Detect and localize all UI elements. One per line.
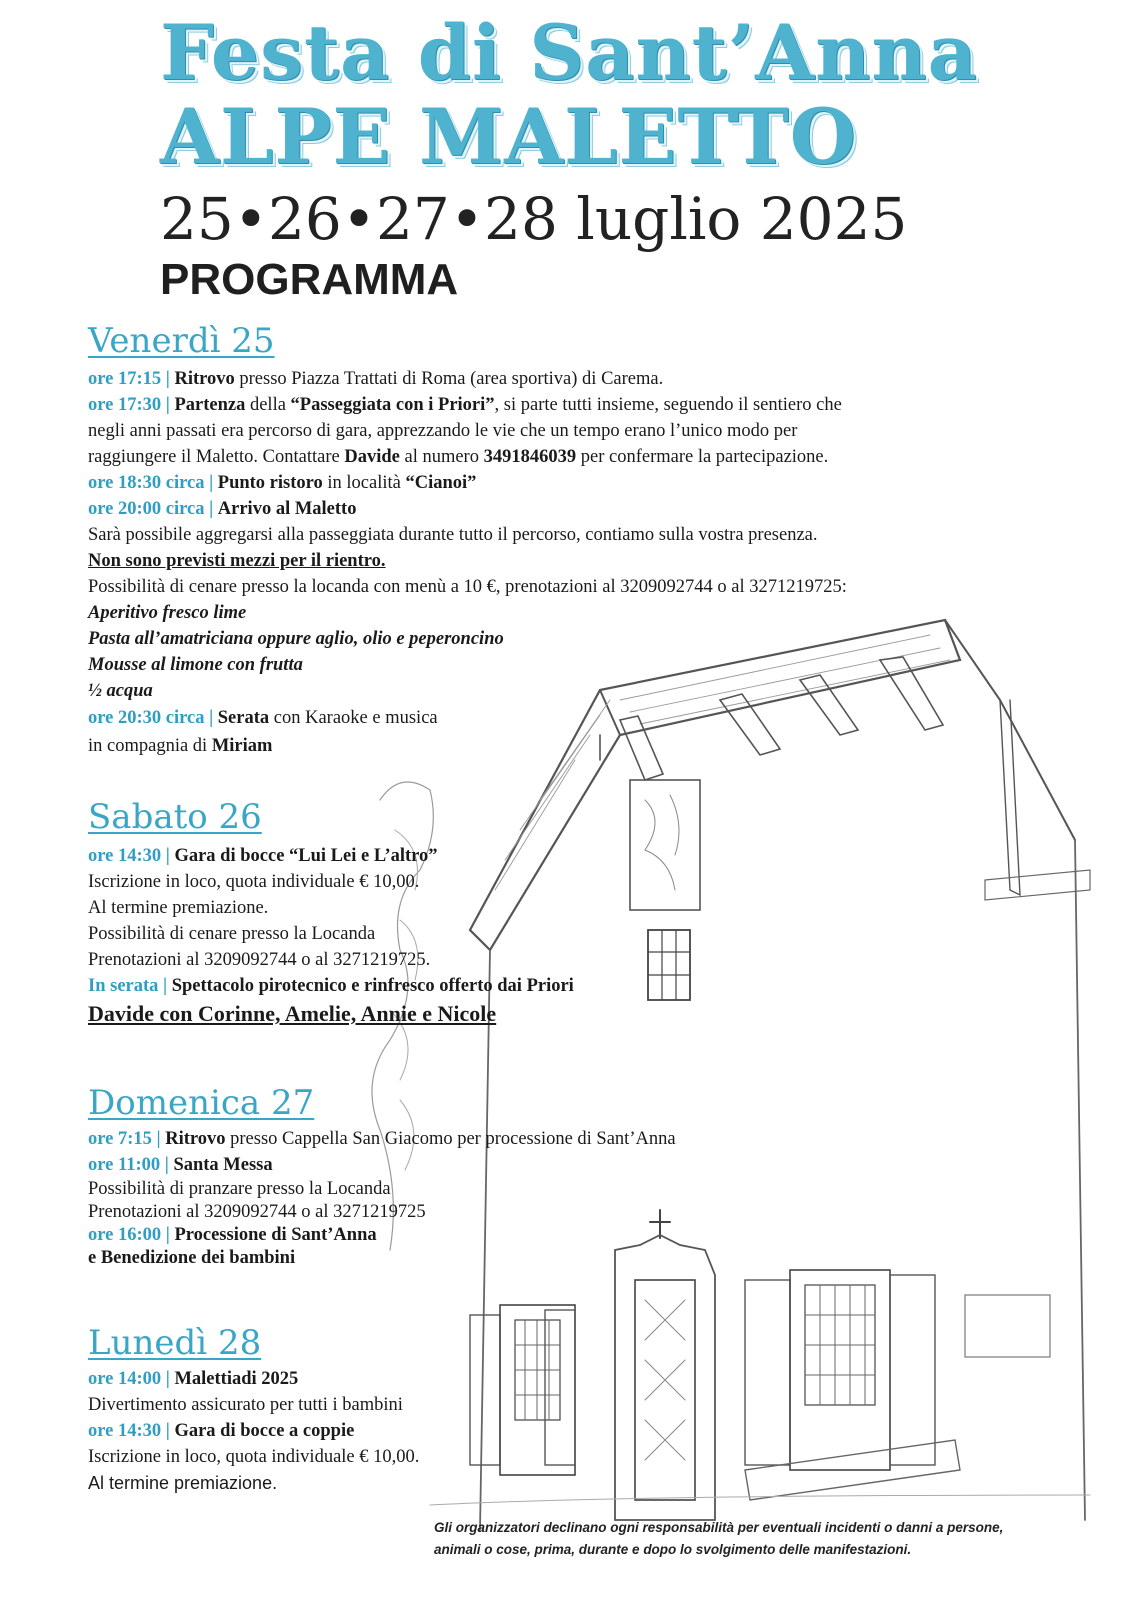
schedule-line [88, 444, 828, 470]
schedule-text: Al termine premiazione. [88, 1473, 278, 1493]
title-festa: Festa di Sant’Anna [160, 8, 978, 97]
menu-item: Pasta all’amatriciana oppure aglio, olio e peperoncino [88, 629, 504, 649]
schedule-time: ore 18:30 circa | [88, 473, 214, 493]
event-dates: 25•26•27•28 luglio 2025 [160, 185, 908, 253]
schedule-line [88, 733, 272, 759]
schedule-text: Prenotazioni al 3209092744 o al 3271219725. [88, 950, 431, 970]
schedule-detail: presso Cappella San Giacomo per processione di Sant’Anna [225, 1129, 676, 1149]
disclaimer-line: animali o cose, prima, durante e dopo lo svolgimento delle manifestazioni. [434, 1542, 912, 1557]
programma-heading: PROGRAMMA [160, 255, 459, 304]
schedule-text: Prenotazioni al 3209092744 o al 3271219725 [88, 1202, 426, 1222]
schedule-text: Possibilità di cenare presso la locanda con menù a 10 €, prenotazioni al 3209092744 o al 3271219725: [88, 577, 847, 597]
schedule-line [88, 496, 356, 522]
schedule-line [88, 1418, 354, 1444]
schedule-event: Arrivo al Maletto [217, 499, 357, 519]
schedule-event: Ritrovo [165, 1129, 226, 1149]
schedule-line [88, 366, 663, 392]
schedule-detail: , si parte tutti insieme, seguendo il sentiero che [494, 395, 842, 415]
schedule-event: Malettiadi 2025 [174, 1369, 299, 1389]
schedule-time: ore 7:15 | [88, 1129, 161, 1149]
schedule-event: Punto ristoro [217, 473, 323, 493]
schedule-time: ore 11:00 | [88, 1155, 169, 1175]
day-heading-domenica: Domenica 27 [88, 1083, 315, 1123]
schedule-time: ore 14:30 | [88, 846, 170, 866]
schedule-detail: raggiungere il Maletto. Contattare [88, 447, 345, 467]
schedule-line [88, 1366, 298, 1392]
schedule-detail: in compagnia di [88, 736, 212, 756]
contact-name: Davide [344, 447, 400, 467]
schedule-detail: in località [322, 473, 406, 493]
schedule-line [88, 1126, 676, 1152]
schedule-text: Possibilità di pranzare presso la Locanda [88, 1179, 391, 1199]
schedule-detail: presso Piazza Trattati di Roma (area sportiva) di Carema. [234, 369, 664, 389]
schedule-time: ore 14:00 | [88, 1369, 170, 1389]
schedule-time: ore 16:00 | [88, 1225, 170, 1245]
schedule-line [88, 843, 438, 869]
schedule-event: Ritrovo [174, 369, 235, 389]
schedule-detail: al numero [399, 447, 484, 467]
schedule-time: ore 17:30 | [88, 395, 170, 415]
schedule-event: e Benedizione dei bambini [88, 1248, 296, 1268]
schedule-text: Al termine premiazione. [88, 898, 269, 918]
day-heading-lunedi: Lunedì 28 [88, 1323, 262, 1363]
schedule-text: Iscrizione in loco, quota individuale € 10,00. [88, 1447, 420, 1467]
schedule-line [88, 705, 438, 731]
schedule-event: Processione di Sant’Anna [174, 1225, 377, 1245]
title-alpe-maletto: ALPE MALETTO [160, 92, 858, 181]
performer-name: Miriam [211, 736, 273, 756]
schedule-event: Gara di bocce a coppie [174, 1421, 355, 1441]
schedule-event: Partenza [174, 395, 246, 415]
schedule-time: ore 17:15 | [88, 369, 170, 389]
schedule-line [88, 1152, 273, 1178]
schedule-event: “Cianoi” [405, 473, 477, 493]
schedule-text: Sarà possibile aggregarsi alla passeggiata durante tutto il percorso, contiamo sulla vostra presenza. [88, 525, 818, 545]
day-heading-sabato: Sabato 26 [88, 797, 262, 837]
day-heading-venerdi: Venerdì 25 [88, 321, 275, 361]
schedule-detail: con Karaoke e musica [269, 708, 438, 728]
schedule-time: ore 20:00 circa | [88, 499, 214, 519]
schedule-time: ore 14:30 | [88, 1421, 170, 1441]
schedule-detail: della [245, 395, 291, 415]
schedule-time: In serata | [88, 976, 168, 996]
schedule-event: Gara di bocce “Lui Lei e L’altro” [174, 846, 438, 866]
schedule-text: negli anni passati era percorso di gara, apprezzando le vie che un tempo erano l’unico modo per [88, 421, 798, 441]
schedule-text: Iscrizione in loco, quota individuale € 10,00. [88, 872, 420, 892]
no-return-notice: Non sono previsti mezzi per il rientro. [88, 551, 386, 571]
priori-names: Davide con Corinne, Amelie, Annie e Nicole [88, 1001, 497, 1026]
schedule-line [88, 470, 476, 496]
schedule-time: ore 20:30 circa | [88, 708, 214, 728]
menu-item: Aperitivo fresco lime [88, 603, 247, 623]
menu-item: ½ acqua [88, 681, 153, 701]
schedule-text: Divertimento assicurato per tutti i bambini [88, 1395, 403, 1415]
disclaimer [434, 1517, 1084, 1561]
schedule-detail: per confermare la partecipazione. [576, 447, 829, 467]
disclaimer-line: Gli organizzatori declinano ogni responsabilità per eventuali incidenti o danni a persone, [434, 1520, 1004, 1535]
schedule-text: Possibilità di cenare presso la Locanda [88, 924, 376, 944]
contact-phone: 3491846039 [483, 447, 577, 467]
schedule-event: Santa Messa [173, 1155, 273, 1175]
schedule-event: Spettacolo pirotecnico e rinfresco offerto dai Priori [171, 976, 574, 996]
schedule-event: “Passeggiata con i Priori” [290, 395, 495, 415]
schedule-line [88, 973, 574, 999]
schedule-line [88, 392, 842, 418]
schedule-event: Serata [217, 708, 270, 728]
menu-item: Mousse al limone con frutta [88, 655, 303, 675]
